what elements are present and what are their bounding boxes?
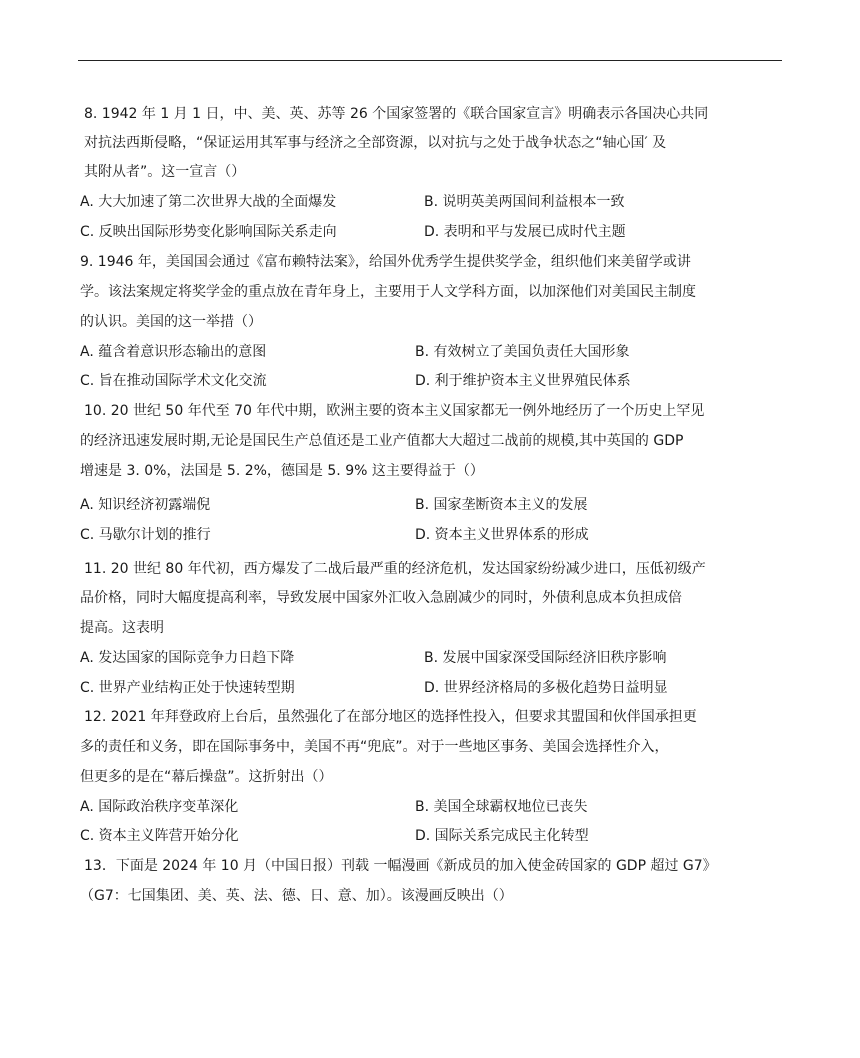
question-9-line-1: 9. 1946 年，美国国会通过《富布赖特法案》，给国外优秀学生提供奖学金，组织他们来美留学或讲 (80, 254, 691, 270)
question-10-option-d[interactable]: D. 资本主义世界体系的形成 (415, 527, 589, 543)
question-10-option-a[interactable]: A. 知识经济初露端倪 (80, 497, 211, 513)
question-12-option-a[interactable]: A. 国际政治秩序变革深化 (80, 799, 239, 815)
question-11-option-a[interactable]: A. 发达国家的国际竞争力日趋下降 (80, 650, 295, 666)
question-11-option-d[interactable]: D. 世界经济格局的多极化趋势日益明显 (424, 680, 668, 696)
question-10-line-1: 10. 20 世纪 50 年代至 70 年代中期，欧洲主要的资本主义国家都无一例外地经历了一个历史上罕见 (84, 403, 705, 419)
question-8-option-c[interactable]: C. 反映出国际形势变化影响国际关系走向 (80, 224, 337, 240)
question-12-option-c[interactable]: C. 资本主义阵营开始分化 (80, 828, 239, 844)
question-11-line-3: 提高。这表明 (80, 620, 164, 636)
question-10-line-2: 的经济迅速发展时期,无论是国民生产总值还是工业产值都大大超过二战前的规模,其中英国的 GDP (80, 433, 684, 449)
question-10-line-3: 增速是 3. 0%，法国是 5. 2%，德国是 5. 9% 这主要得益于（） (80, 463, 484, 479)
question-9-option-d[interactable]: D. 利于维护资本主义世界殖民体系 (415, 373, 631, 389)
question-11-line-2: 品价格，同时大幅度提高利率，导致发展中国家外汇收入急剧减少的同时，外债利息成本负担成倍 (80, 590, 682, 606)
question-11-option-c[interactable]: C. 世界产业结构正处于快速转型期 (80, 680, 295, 696)
question-9-line-2: 学。该法案规定将奖学金的重点放在青年身上，主要用于人文学科方面，以加深他们对美国民主制度 (80, 284, 696, 300)
question-10-option-c[interactable]: C. 马歇尔计划的推行 (80, 527, 211, 543)
question-11-option-b[interactable]: B. 发展中国家深受国际经济旧秩序影响 (424, 650, 667, 666)
question-12-line-2: 多的责任和义务，即在国际事务中，美国不再“兜底”。对于一些地区事务、美国会选择性介入， (80, 739, 669, 755)
question-12-option-d[interactable]: D. 国际关系完成民主化转型 (415, 828, 589, 844)
question-9-option-c[interactable]: C. 旨在推动国际学术文化交流 (80, 373, 267, 389)
question-8-option-b[interactable]: B. 说明英美两国间利益根本一致 (424, 194, 625, 210)
question-10-option-b[interactable]: B. 国家垄断资本主义的发展 (415, 497, 588, 513)
question-9-line-3: 的认识。美国的这一举措（） (80, 314, 262, 330)
header-rule (78, 60, 782, 61)
question-12-option-b[interactable]: B. 美国全球霸权地位已丧失 (415, 799, 588, 815)
question-12-line-3: 但更多的是在“幕后操盘”。这折射出（） (80, 769, 333, 785)
question-8-line-3: 其附从者”。这一宣言（） (84, 164, 246, 180)
question-11-line-1: 11. 20 世纪 80 年代初，西方爆发了二战后最严重的经济危机，发达国家纷纷减少进口，压低初级产 (84, 561, 706, 577)
question-13-line-1: 13．下面是 2024 年 10 月（中国日报）刊载 一幅漫画《新成员的加入使金砖国家的 GDP 超过 G7》 (84, 858, 717, 874)
question-8-line-1: 8. 1942 年 1 月 1 日，中、美、英、苏等 26 个国家签署的《联合国家宣言》明确表示各国决心共同 (84, 106, 709, 122)
question-13-line-2: （G7：七国集团、美、英、法、德、日、意、加）。该漫画反映出（） (80, 888, 513, 904)
question-12-line-1: 12. 2021 年拜登政府上台后，虽然强化了在部分地区的选择性投入，但要求其盟国和伙伴国承担更 (84, 709, 697, 725)
question-9-option-a[interactable]: A. 蕴含着意识形态输出的意图 (80, 344, 267, 360)
question-9-option-b[interactable]: B. 有效树立了美国负责任大国形象 (415, 344, 630, 360)
question-8-line-2: 对抗法西斯侵略，“保证运用其军事与经济之全部资源，以对抗与之处于战争状态之“轴心国′ 及 (84, 135, 667, 151)
question-8-option-a[interactable]: A. 大大加速了第二次世界大战的全面爆发 (80, 194, 337, 210)
question-8-option-d[interactable]: D. 表明和平与发展已成时代主题 (424, 224, 626, 240)
